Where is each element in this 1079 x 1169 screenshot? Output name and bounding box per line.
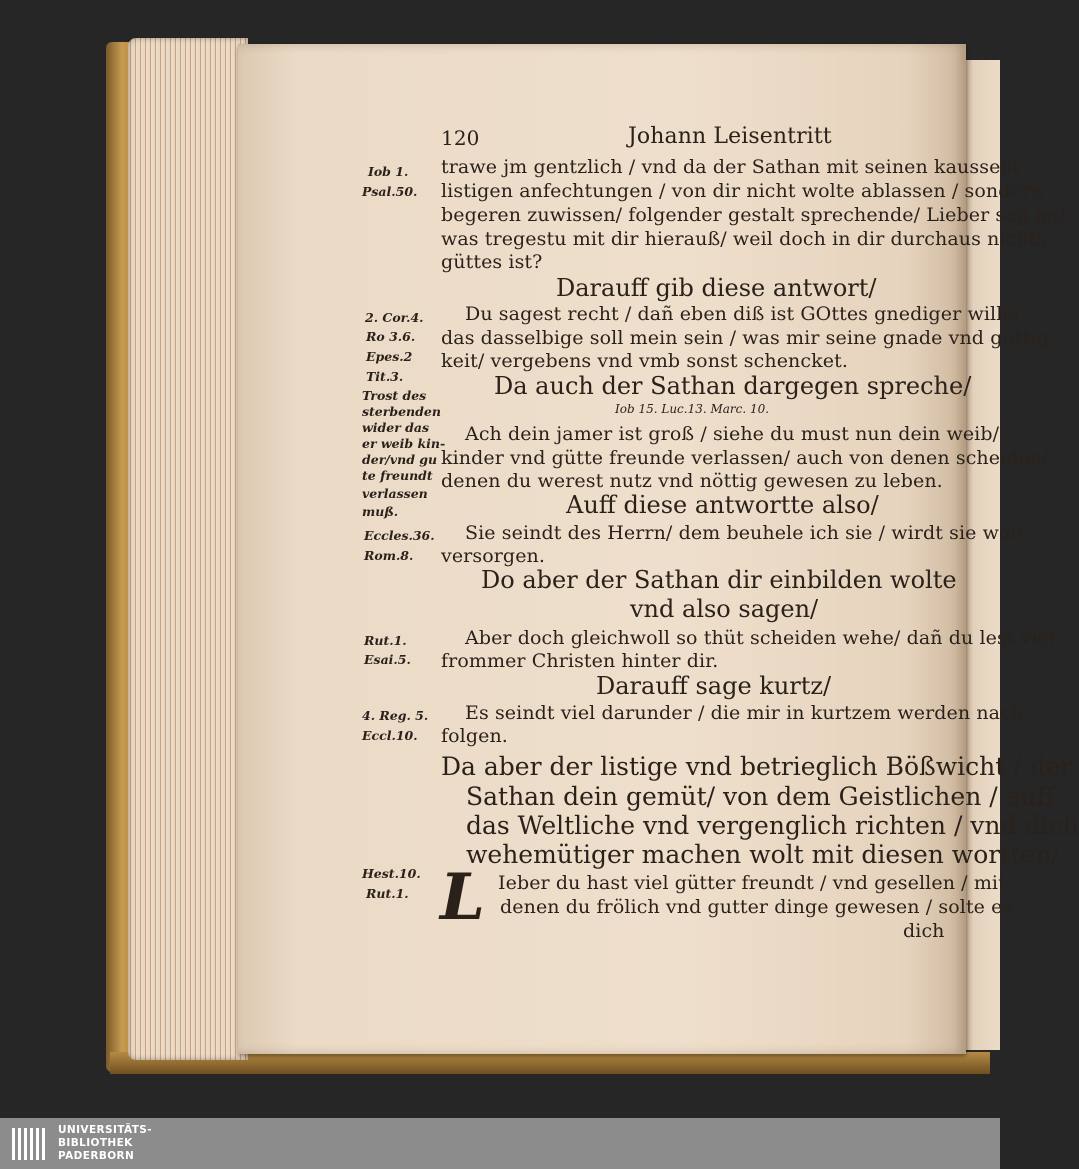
catchword: dich (903, 920, 945, 942)
text-line: Ach dein jamer ist groß / siehe du must nun dein weib/ (465, 423, 1000, 445)
text-line: güttes ist? (441, 251, 543, 273)
margin-note: der/vnd gu (362, 452, 438, 467)
margin-note: Ro 3.6. (366, 329, 416, 344)
drop-initial: L (440, 860, 485, 935)
library-footer (0, 1118, 1000, 1169)
text-line: was tregestu mit dir hierauß/ weil doch in dir durchaus nichts (441, 228, 1047, 250)
margin-note: er weib kin- (362, 436, 446, 451)
page-number: 120 (441, 126, 480, 150)
text-line: frommer Christen hinter dir. (441, 650, 719, 672)
margin-note: Rom.8. (364, 548, 414, 563)
section-heading: Auff diese antwortte also/ (566, 491, 879, 519)
text-line: denen du frölich vnd gutter dinge gewesen / solte es (500, 896, 1013, 918)
library-name (58, 1124, 152, 1163)
margin-note: Iob 1. (368, 164, 409, 179)
running-title: Johann Leisentritt (628, 124, 832, 149)
text-line: keit/ vergebens vnd vmb sonst schencket. (441, 350, 848, 372)
page-block-edges (128, 38, 248, 1060)
margin-note: Eccl.10. (362, 728, 418, 743)
library-logo-icon (10, 1124, 50, 1164)
library-name-line: UNIVERSITÄTS- (58, 1124, 153, 1136)
margin-note: Rut.1. (366, 886, 409, 901)
margin-note: muß. (362, 504, 399, 519)
text-line: folgen. (441, 725, 508, 747)
margin-note: te freundt (362, 468, 433, 483)
text-line: das dasselbige soll mein sein / was mir seine gnade vnd güttig- (441, 327, 1056, 349)
text-line: Sie seindt des Herrn/ dem beuhele ich sie / wirdt sie woll (465, 522, 1023, 544)
section-heading: Darauff gib diese antwort/ (556, 274, 877, 302)
scripture-reference: Iob 15. Luc.13. Marc. 10. (615, 402, 770, 416)
margin-note: 4. Reg. 5. (362, 708, 429, 723)
margin-note: Eccles.36. (364, 528, 435, 543)
margin-note: Esai.5. (364, 652, 411, 667)
text-line: Ieber du hast viel gütter freundt / vnd gesellen / mit (498, 872, 1006, 894)
text-line: Es seindt viel darunder / die mir in kurtzem werden nach- (465, 702, 1030, 724)
margin-note: Psal.50. (362, 184, 418, 199)
section-heading: Do aber der Sathan dir einbilden wolte (481, 566, 957, 594)
library-name-line: PADERBORN (58, 1150, 135, 1162)
margin-note: 2. Cor.4. (365, 310, 424, 325)
margin-note: wider das (362, 420, 430, 435)
text-line: listigen anfechtungen / von dir nicht wolte ablassen / sondern (441, 180, 1044, 202)
text-line: Aber doch gleichwoll so thüt scheiden wehe/ dañ du lest viel (465, 627, 1056, 649)
margin-note: Tit.3. (366, 369, 404, 384)
margin-note: verlassen (362, 486, 428, 501)
section-heading: vnd also sagen/ (630, 595, 819, 623)
text-line: Du sagest recht / dañ eben diß ist GOttes gnediger wille/ (465, 303, 1021, 325)
margin-note: Rut.1. (364, 633, 407, 648)
text-line: kinder vnd gütte freunde verlassen/ auch von denen scheiden/ (441, 447, 1049, 469)
text-line: denen du werest nutz vnd nöttig gewesen zu leben. (441, 470, 943, 492)
text-line-large: wehemütiger machen wolt mit diesen wortten/ (466, 840, 1060, 869)
text-line: versorgen. (441, 545, 546, 567)
margin-note: Epes.2 (366, 349, 413, 364)
section-heading: Da auch der Sathan dargegen spreche/ (494, 372, 972, 400)
text-line-large: Sathan dein gemüt/ von dem Geistlichen / auff (466, 782, 1055, 811)
text-line: trawe jm gentzlich / vnd da der Sathan mit seinen kaussent- (441, 156, 1028, 178)
text-line: begeren zuwissen/ folgender gestalt sprechende/ Lieber sag an/ (441, 204, 1066, 226)
margin-note: sterbenden (362, 404, 441, 419)
margin-note: Trost des (362, 388, 427, 403)
margin-note: Hest.10. (362, 866, 421, 881)
text-line-large: das Weltliche vnd vergenglich richten / vnd dich (466, 811, 1079, 840)
text-line-large: Da aber der listige vnd betrieglich Bößwicht / der (441, 752, 1073, 781)
section-heading: Darauff sage kurtz/ (596, 672, 832, 700)
library-name-line: BIBLIOTHEK (58, 1137, 133, 1149)
